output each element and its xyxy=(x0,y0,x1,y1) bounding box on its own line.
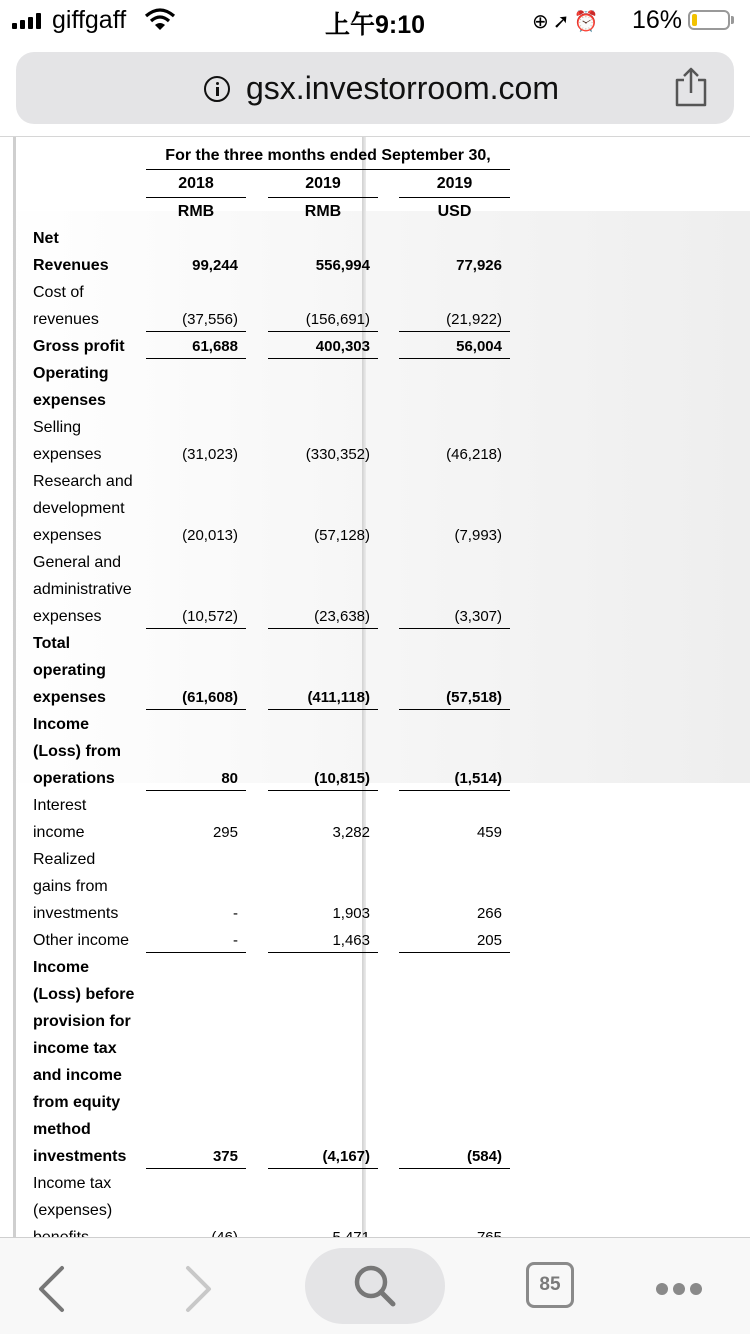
total-underline xyxy=(146,358,246,359)
table-cell: 3,282 xyxy=(332,824,370,841)
row-label: administrative xyxy=(33,581,132,598)
column-currency: USD xyxy=(437,203,472,220)
table-cell: 459 xyxy=(476,824,502,841)
total-underline xyxy=(399,952,510,953)
column-year: 2019 xyxy=(305,175,341,192)
row-label: expenses xyxy=(33,608,102,625)
battery-percent: 16% xyxy=(632,6,683,34)
table-left-border xyxy=(13,137,16,1238)
total-underline xyxy=(146,952,246,953)
row-label: Operating xyxy=(33,365,109,382)
year-rule xyxy=(399,197,510,198)
alarm-icon: ⏰ xyxy=(573,11,603,33)
table-cell: 56,004 xyxy=(456,338,502,355)
table-cell: (21,922) xyxy=(446,311,502,328)
orientation-lock-icon: ⊕ xyxy=(532,11,553,33)
table-cell: (4,167) xyxy=(322,1148,370,1165)
browser-toolbar xyxy=(0,1237,750,1334)
row-label: Net xyxy=(33,230,59,247)
status-bar xyxy=(0,0,750,40)
table-cell: (10,572) xyxy=(182,608,238,625)
row-label: Other income xyxy=(33,932,130,949)
table-cell: - xyxy=(233,905,238,922)
total-underline xyxy=(268,331,378,332)
header-rule xyxy=(146,169,510,170)
search-button[interactable] xyxy=(305,1248,445,1324)
total-underline xyxy=(268,952,378,953)
row-label: Revenues xyxy=(33,257,109,274)
table-cell: (156,691) xyxy=(305,311,370,328)
total-underline xyxy=(399,358,510,359)
table-cell: (37,556) xyxy=(182,311,238,328)
share-icon[interactable] xyxy=(672,66,710,108)
row-label: income xyxy=(33,824,85,841)
row-label: Gross profit xyxy=(33,338,125,355)
row-label: operations xyxy=(33,770,115,787)
total-underline xyxy=(399,709,510,710)
total-underline xyxy=(146,1168,246,1169)
table-cell: (411,118) xyxy=(307,689,370,706)
tabs-button[interactable]: 85 xyxy=(526,1262,574,1308)
total-underline xyxy=(399,1168,510,1169)
table-cell: 266 xyxy=(476,905,502,922)
forward-icon[interactable] xyxy=(184,1266,214,1312)
table-cell: (3,307) xyxy=(454,608,502,625)
table-cell: 1,463 xyxy=(332,932,370,949)
table-cell: 400,303 xyxy=(315,338,370,355)
total-underline xyxy=(399,790,510,791)
total-underline xyxy=(146,331,246,332)
row-label: Income xyxy=(33,716,90,733)
column-year: 2018 xyxy=(178,175,214,192)
row-label: Realized xyxy=(33,851,96,868)
table-cell: (1,514) xyxy=(454,770,502,787)
row-label: Income xyxy=(33,959,90,976)
total-underline xyxy=(268,790,378,791)
row-label: Selling xyxy=(33,419,82,436)
year-rule xyxy=(146,197,246,198)
row-label: (Loss) before xyxy=(33,986,135,1003)
table-cell: (57,128) xyxy=(314,527,370,544)
row-label: gains from xyxy=(33,878,108,895)
table-cell: (584) xyxy=(466,1148,502,1165)
total-underline xyxy=(146,628,246,629)
total-underline xyxy=(146,709,246,710)
more-icon[interactable] xyxy=(656,1282,707,1300)
row-label: method xyxy=(33,1121,91,1138)
total-underline xyxy=(268,628,378,629)
period-header: For the three months ended September 30, xyxy=(165,147,491,164)
web-content[interactable] xyxy=(0,136,750,1237)
search-icon xyxy=(351,1262,399,1310)
table-cell: (20,013) xyxy=(182,527,238,544)
total-underline xyxy=(399,628,510,629)
table-cell: 295 xyxy=(212,824,238,841)
table-cell: (7,993) xyxy=(454,527,502,544)
carrier-name: giffgaff xyxy=(52,6,127,34)
column-currency: RMB xyxy=(177,203,215,220)
row-label: investments xyxy=(33,1148,127,1165)
row-label: from equity xyxy=(33,1094,121,1111)
row-label: income tax xyxy=(33,1040,117,1057)
row-label: expenses xyxy=(33,527,102,544)
row-label: (Loss) from xyxy=(33,743,121,760)
row-label: provision for xyxy=(33,1013,131,1030)
clock-time: 上午9:10 xyxy=(324,11,426,39)
row-label: development xyxy=(33,500,125,517)
table-cell: 205 xyxy=(476,932,502,949)
row-label: investments xyxy=(33,905,119,922)
row-label: Interest xyxy=(33,797,87,814)
table-cell: (31,023) xyxy=(182,446,238,463)
url-text[interactable]: gsx.investorroom.com xyxy=(246,70,559,106)
row-label: Total xyxy=(33,635,71,652)
battery-fill xyxy=(692,14,697,26)
total-underline xyxy=(399,331,510,332)
table-cell: 375 xyxy=(212,1148,238,1165)
row-label: expenses xyxy=(33,446,102,463)
total-underline xyxy=(146,790,246,791)
table-cell: (23,638) xyxy=(314,608,370,625)
table-cell: 99,244 xyxy=(192,257,238,274)
table-cell: (46,218) xyxy=(446,446,502,463)
row-label: operating xyxy=(33,662,106,679)
row-label: General and xyxy=(33,554,122,571)
table-cell: (10,815) xyxy=(314,770,370,787)
back-icon[interactable] xyxy=(36,1266,66,1312)
total-underline xyxy=(268,1168,378,1169)
status-icons xyxy=(532,9,602,34)
table-cell: 80 xyxy=(221,770,238,787)
table-cell: (330,352) xyxy=(305,446,370,463)
total-underline xyxy=(268,358,378,359)
location-icon: ➚ xyxy=(552,11,574,33)
row-label: Income tax xyxy=(33,1175,112,1192)
total-underline xyxy=(268,709,378,710)
row-label: expenses xyxy=(33,392,106,409)
table-cell: (61,608) xyxy=(182,689,238,706)
address-bar[interactable] xyxy=(16,52,734,124)
column-year: 2019 xyxy=(436,175,473,192)
row-label: revenues xyxy=(33,311,99,328)
table-cell: 1,903 xyxy=(332,905,370,922)
battery-icon xyxy=(688,10,730,30)
row-label: Cost of xyxy=(33,284,84,301)
battery-tip xyxy=(731,16,734,24)
info-icon[interactable] xyxy=(204,76,230,102)
row-label: (expenses) xyxy=(33,1202,113,1219)
table-cell: (57,518) xyxy=(446,689,502,706)
row-label: Research and xyxy=(33,473,133,490)
row-label: expenses xyxy=(33,689,106,706)
year-rule xyxy=(268,197,378,198)
table-cell: - xyxy=(233,932,238,949)
column-currency: RMB xyxy=(304,203,342,220)
table-cell: 61,688 xyxy=(192,338,238,355)
table-cell: 77,926 xyxy=(456,257,502,274)
row-label: and income xyxy=(33,1067,122,1084)
table-cell: 556,994 xyxy=(315,257,370,274)
